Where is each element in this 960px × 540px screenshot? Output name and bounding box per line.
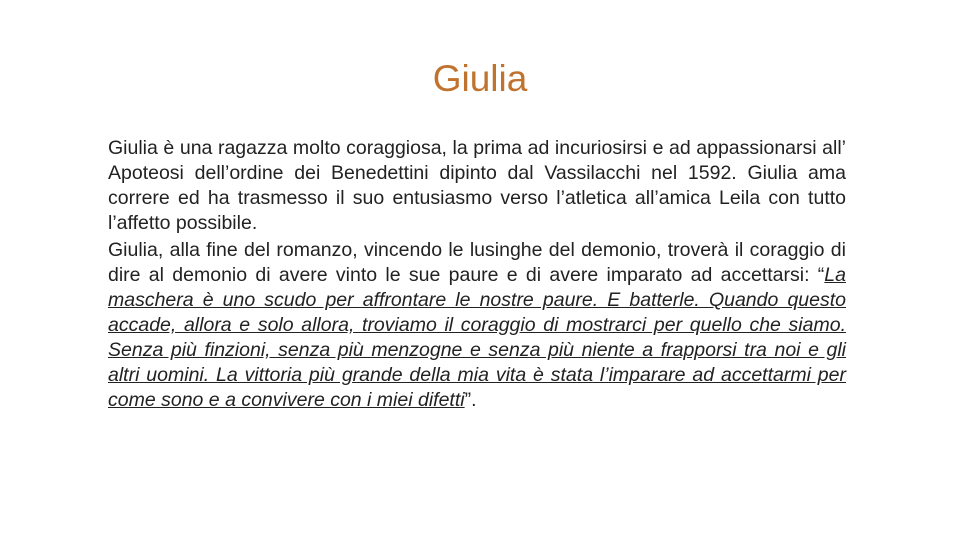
quote-close: ”. <box>464 389 477 411</box>
quote-text: La maschera è uno scudo per affrontare le nostre paure. E batterle. Quando questo accade, allora e solo allora, troviamo il coraggio di mostrarci per quello che siamo. Senza più finzioni, senza più menzogne e senza più niente a frapporsi tra noi e gli altri uomini. La vittoria più grande della mia vita è stata l’imparare ad accettarmi per come sono e a convivere con i miei difetti <box>108 264 846 411</box>
paragraph-ending <box>108 238 846 413</box>
paragraph-intro: Giulia è una ragazza molto coraggiosa, la prima ad incuriosirsi e ad appassionarsi all’ Apoteosi dell’ordine dei Benedettini dipinto dal Vassilacchi nel 1592. Giulia ama correre ed ha trasmesso il suo entusiasmo verso l’atletica all’amica Leila con tutto l’affetto possibile. <box>108 137 846 234</box>
ending-text: Giulia, alla fine del romanzo, vincendo le lusinghe del demonio, troverà il coraggio di dire al demonio di avere vinto le sue paure e di avere imparato ad accettarsi: “ <box>108 239 846 286</box>
slide-body <box>108 136 846 415</box>
slide-title: Giulia <box>432 58 528 99</box>
